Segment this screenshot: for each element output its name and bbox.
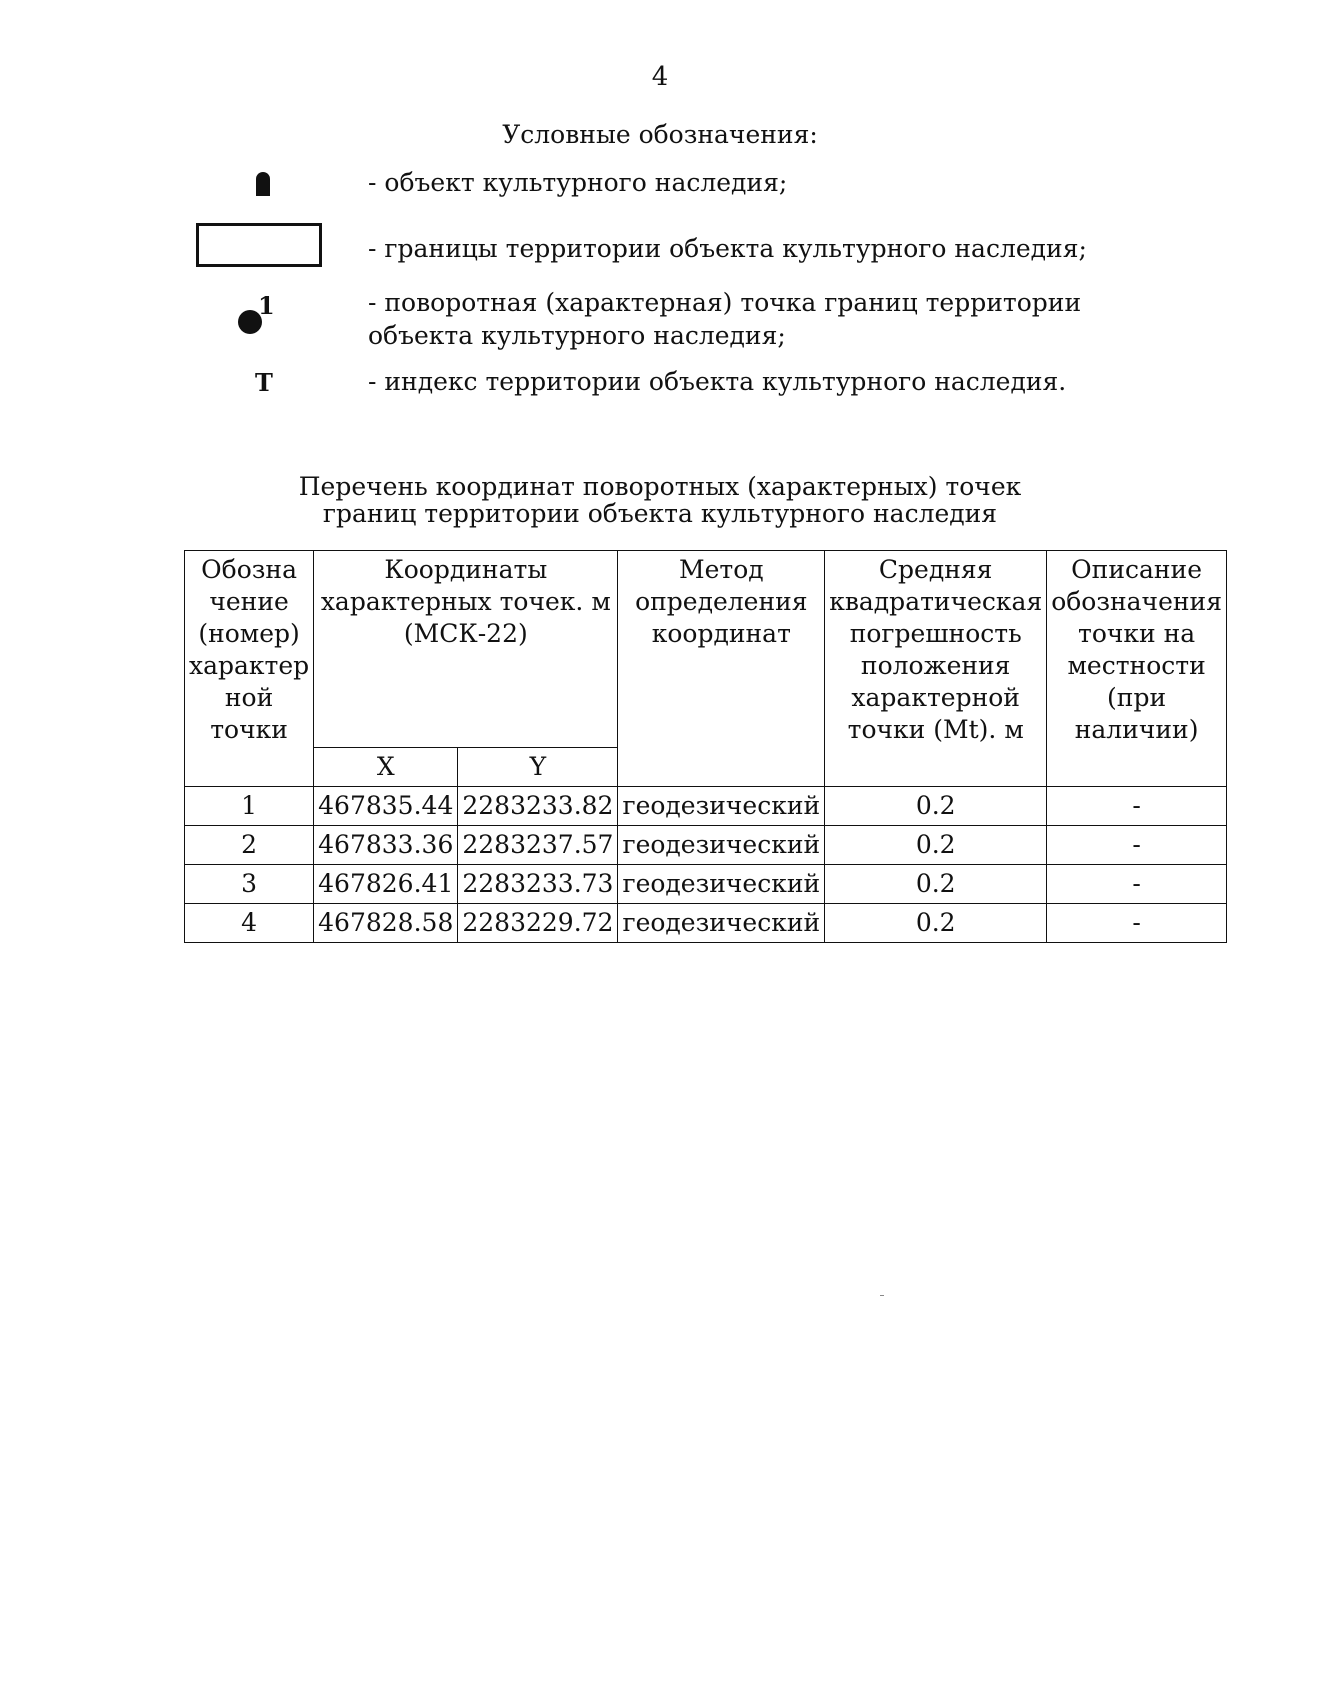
legend-text-turning-point: - поворотная (характерная) точка границ территории объекта культурного наследия; [368,288,1082,350]
cell-y: 2283233.73 [458,865,618,904]
scan-artifact [880,1295,884,1296]
cell-method: геодезический [618,787,825,826]
cell-y: 2283229.72 [458,904,618,943]
cell-error: 0.2 [825,826,1047,865]
page-number: 4 [651,62,669,92]
boundary-rectangle-icon [196,223,322,267]
header-x: X [314,748,458,787]
table-header-row [185,551,1227,748]
cell-num: 2 [185,826,314,865]
cell-method: геодезический [618,865,825,904]
header-error: Средняя квадратическая погрешность положения характерной точки (Mt). м [825,551,1047,787]
table-row [185,787,1227,826]
cell-y: 2283233.82 [458,787,618,826]
table-row [185,904,1227,943]
coordinates-list-title [0,473,1320,527]
cell-description: - [1047,826,1227,865]
turning-point-label: 1 [258,291,275,320]
header-designation: Обозна чение (номер) характер ной точки [185,551,314,787]
cell-method: геодезический [618,904,825,943]
cell-error: 0.2 [825,865,1047,904]
cell-description: - [1047,865,1227,904]
list-title-line-2: границ территории объекта культурного наследия [322,499,998,528]
legend-text-heritage-object: - объект культурного наследия; [368,168,788,197]
table-row [185,865,1227,904]
legend-text-boundary: - границы территории объекта культурного наследия; [368,234,1087,263]
cell-x: 467828.58 [314,904,458,943]
cell-x: 467833.36 [314,826,458,865]
header-coordinates: Координаты характерных точек. м (МСК-22) [314,551,618,748]
list-title-line-1: Перечень координат поворотных (характерных) точек [298,472,1022,501]
legend-text-territory-index: - индекс территории объекта культурного наследия. [368,367,1067,396]
cell-num: 4 [185,904,314,943]
territory-index-icon: Т [255,368,273,397]
heritage-object-icon [256,172,270,196]
cell-y: 2283237.57 [458,826,618,865]
header-y: Y [458,748,618,787]
cell-method: геодезический [618,826,825,865]
header-method: Метод определения координат [618,551,825,787]
cell-description: - [1047,787,1227,826]
table-row [185,826,1227,865]
cell-num: 1 [185,787,314,826]
cell-description: - [1047,904,1227,943]
coordinates-table [184,550,1227,943]
cell-x: 467835.44 [314,787,458,826]
cell-error: 0.2 [825,904,1047,943]
cell-error: 0.2 [825,787,1047,826]
cell-x: 467826.41 [314,865,458,904]
cell-num: 3 [185,865,314,904]
legend-title: Условные обозначения: [502,120,818,149]
header-description: Описание обозначения точки на местности (при наличии) [1047,551,1227,787]
